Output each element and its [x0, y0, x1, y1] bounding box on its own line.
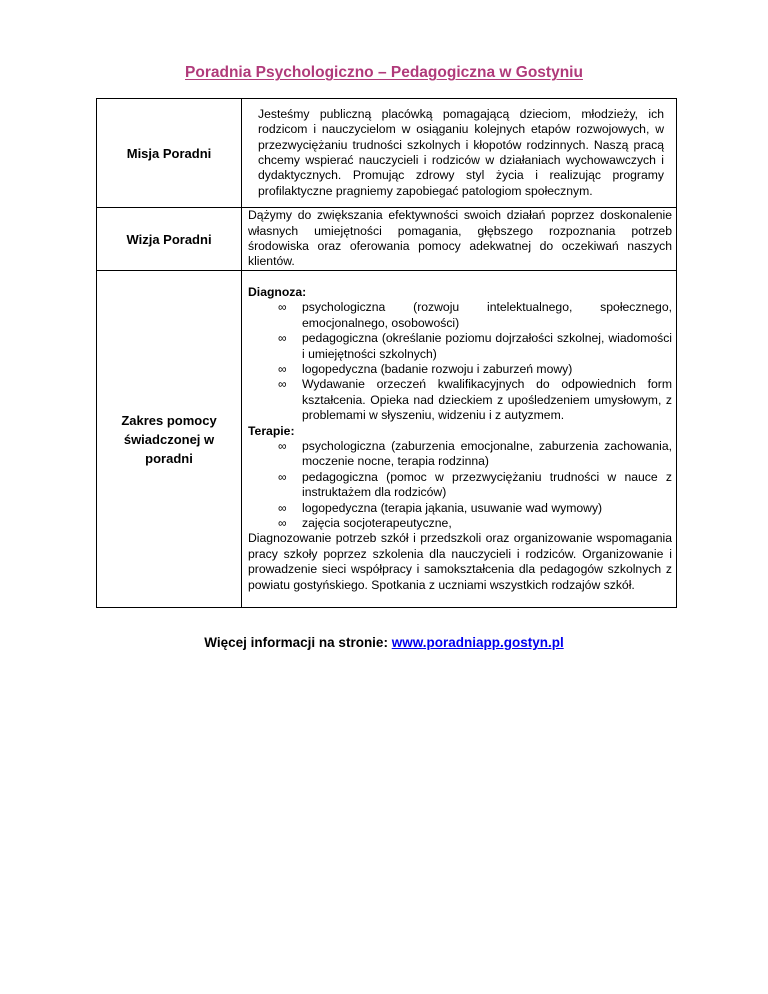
list-item	[248, 362, 672, 377]
list-item-text: psychologiczna (rozwoju intelektualnego, społecznego, emocjonalnego, osobowości)	[302, 300, 672, 330]
bullet-icon: ∞	[278, 377, 287, 392]
info-table	[96, 98, 677, 608]
list-item-text: logopedyczna (terapia jąkania, usuwanie wad wymowy)	[302, 500, 603, 515]
list-item-text: logopedyczna (badanie rozwoju i zaburzeń mowy)	[302, 361, 573, 376]
bullet-icon: ∞	[278, 469, 287, 484]
zakres-cell	[242, 271, 677, 608]
list-item	[248, 300, 672, 331]
misja-text: Jesteśmy publiczną placówką pomagającą dzieciom, młodzieży, ich rodzicom i nauczycielom w osiąganiu kolejnych etapów rozwojowych, w przezwyciężaniu trudności szkolnych i kłopotów rodzinnych. Naszą pracą chcemy wspierać nauczycieli i rodziców w działaniach wychowawczych i dydaktycznych. Promując zdrowy styl życia i realizując programy profilaktyczne pragniemy zapobiegać patologiom społecznym.	[258, 106, 664, 198]
list-item	[248, 439, 672, 470]
table-row-misja	[97, 99, 677, 208]
misja-cell	[242, 99, 677, 208]
table-row-zakres	[97, 271, 677, 608]
website-link[interactable]: www.poradniapp.gostyn.pl	[391, 635, 564, 650]
list-item-text: psychologiczna (zaburzenia emocjonalne, zaburzenia zachowania, moczenie nocne, terapia rodzinna)	[302, 439, 672, 469]
list-item-text: Wydawanie orzeczeń kwalifikacyjnych do odpowiednich form kształcenia. Opieka nad dzieckiem z upośledzeniem umysłowym, z problemami w słyszeniu, widzeniu i z autyzmem.	[302, 377, 672, 423]
bullet-icon: ∞	[278, 516, 287, 531]
bullet-icon: ∞	[278, 331, 287, 346]
wizja-cell	[242, 208, 677, 271]
closing-text: Diagnozowanie potrzeb szkół i przedszkoli oraz organizowanie wspomagania pracy szkoły poprzez szkolenia dla nauczycieli i rodziców. Organizowanie i prowadzenie sieci współpracy i samokształcenia dla pedagogów szkolnych z powiatu gostyńskiego. Spotkania z uczniami wszystkich rodzajów szkół.	[248, 531, 672, 592]
list-item	[248, 331, 672, 362]
diagnoza-heading: Diagnoza:	[248, 284, 307, 299]
zakres-label: Zakres pomocy świadczonej w poradni	[97, 271, 242, 608]
terapia-list	[248, 439, 672, 531]
list-item	[248, 470, 672, 501]
footer	[0, 635, 768, 650]
footer-text: Więcej informacji na stronie:	[204, 635, 388, 650]
bullet-icon: ∞	[278, 361, 287, 376]
wizja-text: Dążymy do zwiększania efektywności swoich działań poprzez doskonalenie własnych umiejętności pomagania, głębszego rozpoznania potrzeb środowiska oraz oferowania pomocy adekwatnej do oczekiwań naszych klientów.	[248, 208, 672, 269]
misja-label: Misja Poradni	[97, 99, 242, 208]
terapia-heading: Terapie:	[248, 423, 295, 438]
wizja-label: Wizja Poradni	[97, 208, 242, 271]
list-item-text: pedagogiczna (określanie poziomu dojrzałości szkolnej, wiadomości i umiejętności szkolnych)	[302, 331, 672, 361]
page-title: Poradnia Psychologiczno – Pedagogiczna w Gostyniu	[185, 64, 583, 81]
list-item-text: zajęcia socjoterapeutyczne,	[302, 516, 452, 531]
list-item	[248, 501, 672, 516]
bullet-icon: ∞	[278, 300, 287, 315]
list-item	[248, 516, 672, 531]
bullet-icon: ∞	[278, 439, 287, 453]
list-item-text: pedagogiczna (pomoc w przezwyciężaniu trudności w nauce z instruktażem dla rodziców)	[302, 469, 672, 500]
bullet-icon: ∞	[278, 500, 287, 515]
table-row-wizja	[97, 208, 677, 271]
list-item	[248, 377, 672, 423]
diagnoza-list	[248, 300, 672, 423]
